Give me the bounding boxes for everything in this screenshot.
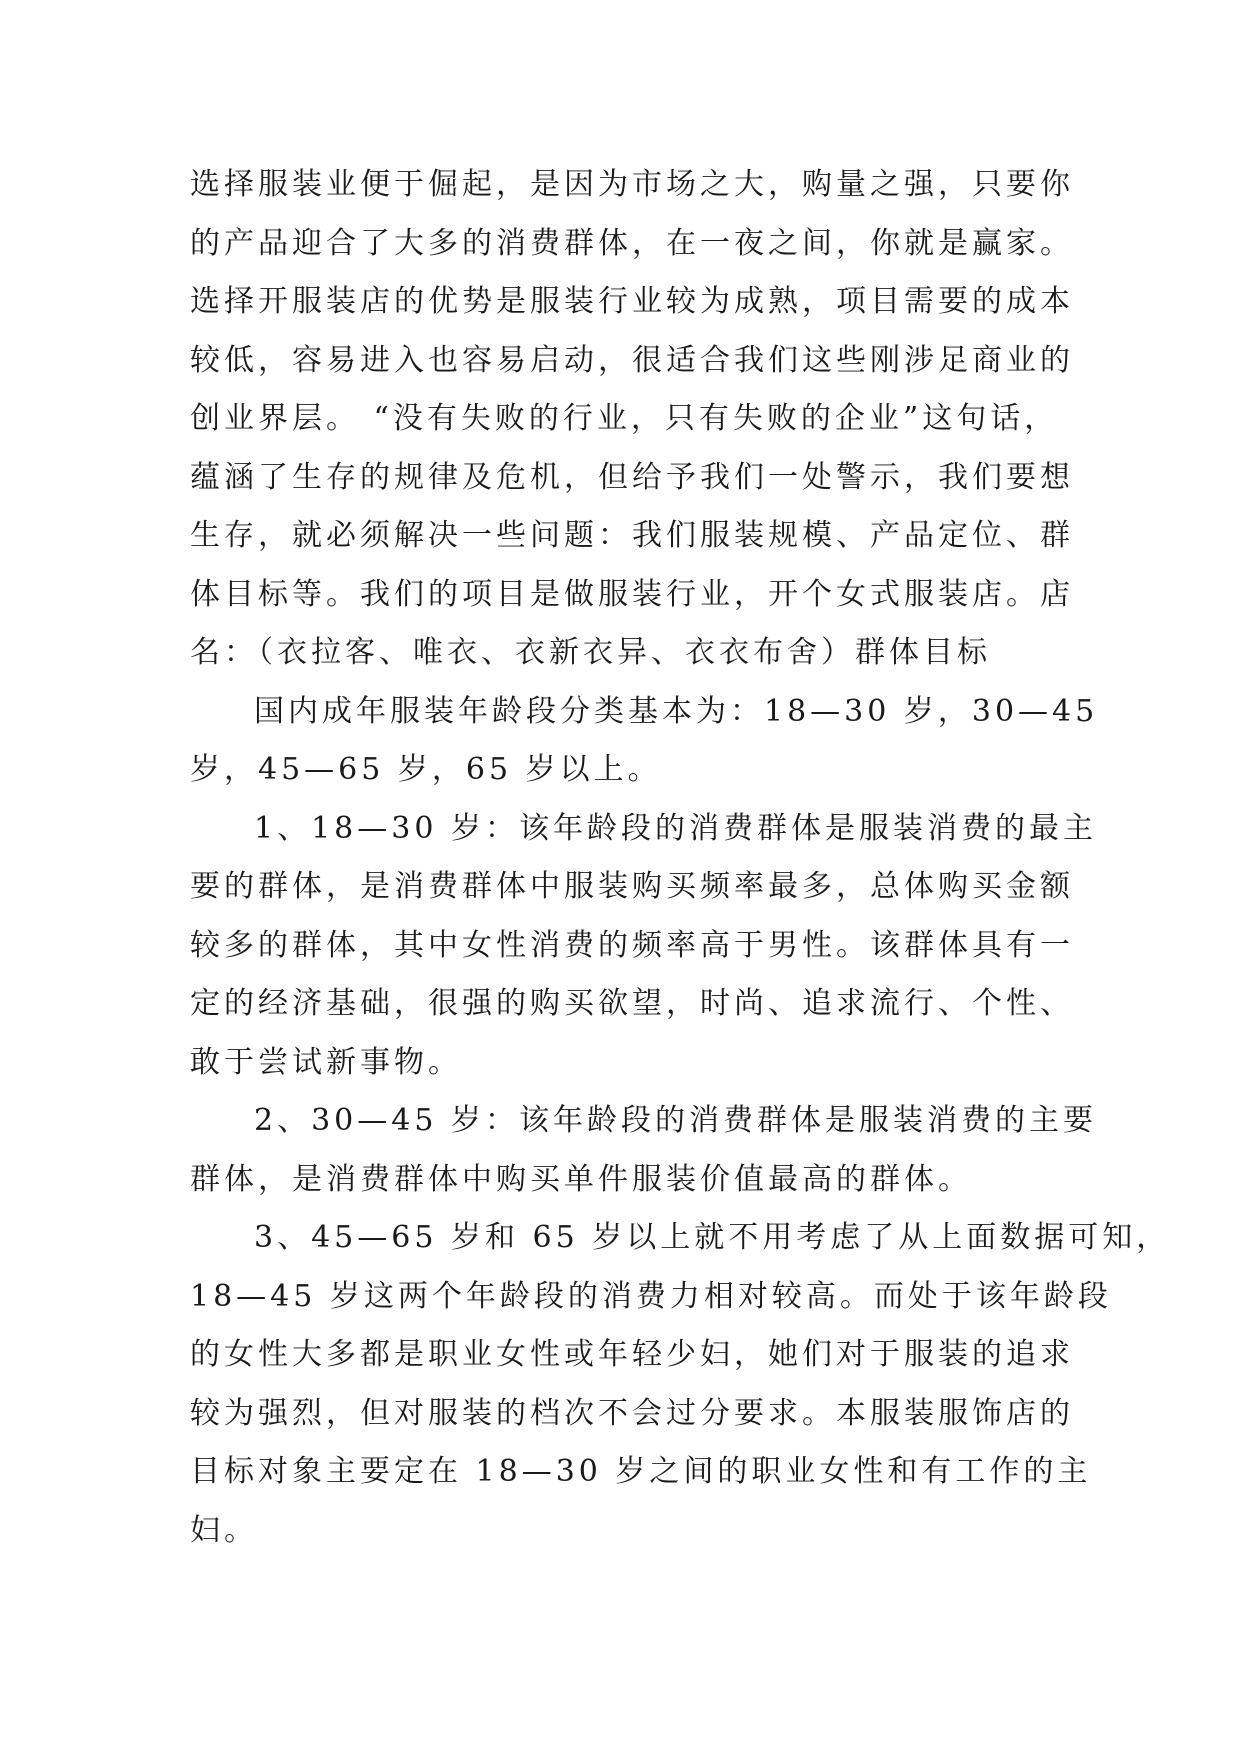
paragraph-start-line: 国内成年服装年龄段分类基本为：18—30 岁，30—45: [254, 693, 1099, 729]
text-line: 体目标等。我们的项目是做服装行业，开个女式服装店。店: [190, 576, 1074, 612]
text-line: 创业界层。 “没有失败的行业，只有失败的企业”这句话，: [190, 401, 1059, 436]
text-line: 选择服装业便于倔起，是因为市场之大，购量之强，只要你: [190, 167, 1074, 202]
document-body: [190, 156, 1171, 1560]
text-line: 名：（衣拉客、唯衣、衣新衣异、衣衣布舍）群体目标: [190, 635, 991, 670]
text-line: 的女性大多都是职业女性或年轻少妇，她们对于服装的追求: [190, 1337, 1074, 1372]
text-line: 18—45 岁这两个年龄段的消费力相对较高。而处于该年龄段: [190, 1278, 1112, 1314]
text-line: 较多的群体，其中女性消费的频率高于男性。该群体具有一: [190, 927, 1074, 963]
text-line: 选择开服装店的优势是服装行业较为成熟，项目需要的成本: [190, 284, 1074, 319]
text-line: 目标对象主要定在 18—30 岁之间的职业女性和有工作的主: [190, 1454, 1092, 1489]
text-line: 较为强烈，但对服装的档次不会过分要求。本服装服饰店的: [190, 1395, 1074, 1431]
text-line: 群体，是消费群体中购买单件服装价值最高的群体。: [190, 1161, 972, 1197]
text-line: 的产品迎合了大多的消费群体，在一夜之间，你就是赢家。: [190, 225, 1074, 261]
text-line: 妇。: [190, 1512, 258, 1548]
paragraph-start-line: 3、45—65 岁和 65 岁以上就不用考虑了从上面数据可知，: [254, 1220, 1171, 1255]
text-line: 岁，45—65 岁，65 岁以上。: [190, 752, 662, 787]
text-line: 蕴涵了生存的规律及危机，但给予我们一处警示，我们要想: [190, 459, 1074, 495]
text-line: 较低，容易进入也容易启动，很适合我们这些刚涉足商业的: [190, 342, 1074, 378]
text-line: 要的群体，是消费群体中服装购买频率最多，总体购买金额: [190, 869, 1074, 904]
text-line: 敢于尝试新事物。: [190, 1044, 462, 1080]
text-line: 生存，就必须解决一些问题：我们服装规模、产品定位、群: [190, 518, 1074, 553]
paragraph-start-line: 1、18—30 岁：该年龄段的消费群体是服装消费的最主: [254, 810, 1097, 846]
paragraph-start-line: 2、30—45 岁：该年龄段的消费群体是服装消费的主要: [254, 1103, 1097, 1138]
text-line: 定的经济基础，很强的购买欲望，时尚、追求流行、个性、: [190, 986, 1074, 1021]
